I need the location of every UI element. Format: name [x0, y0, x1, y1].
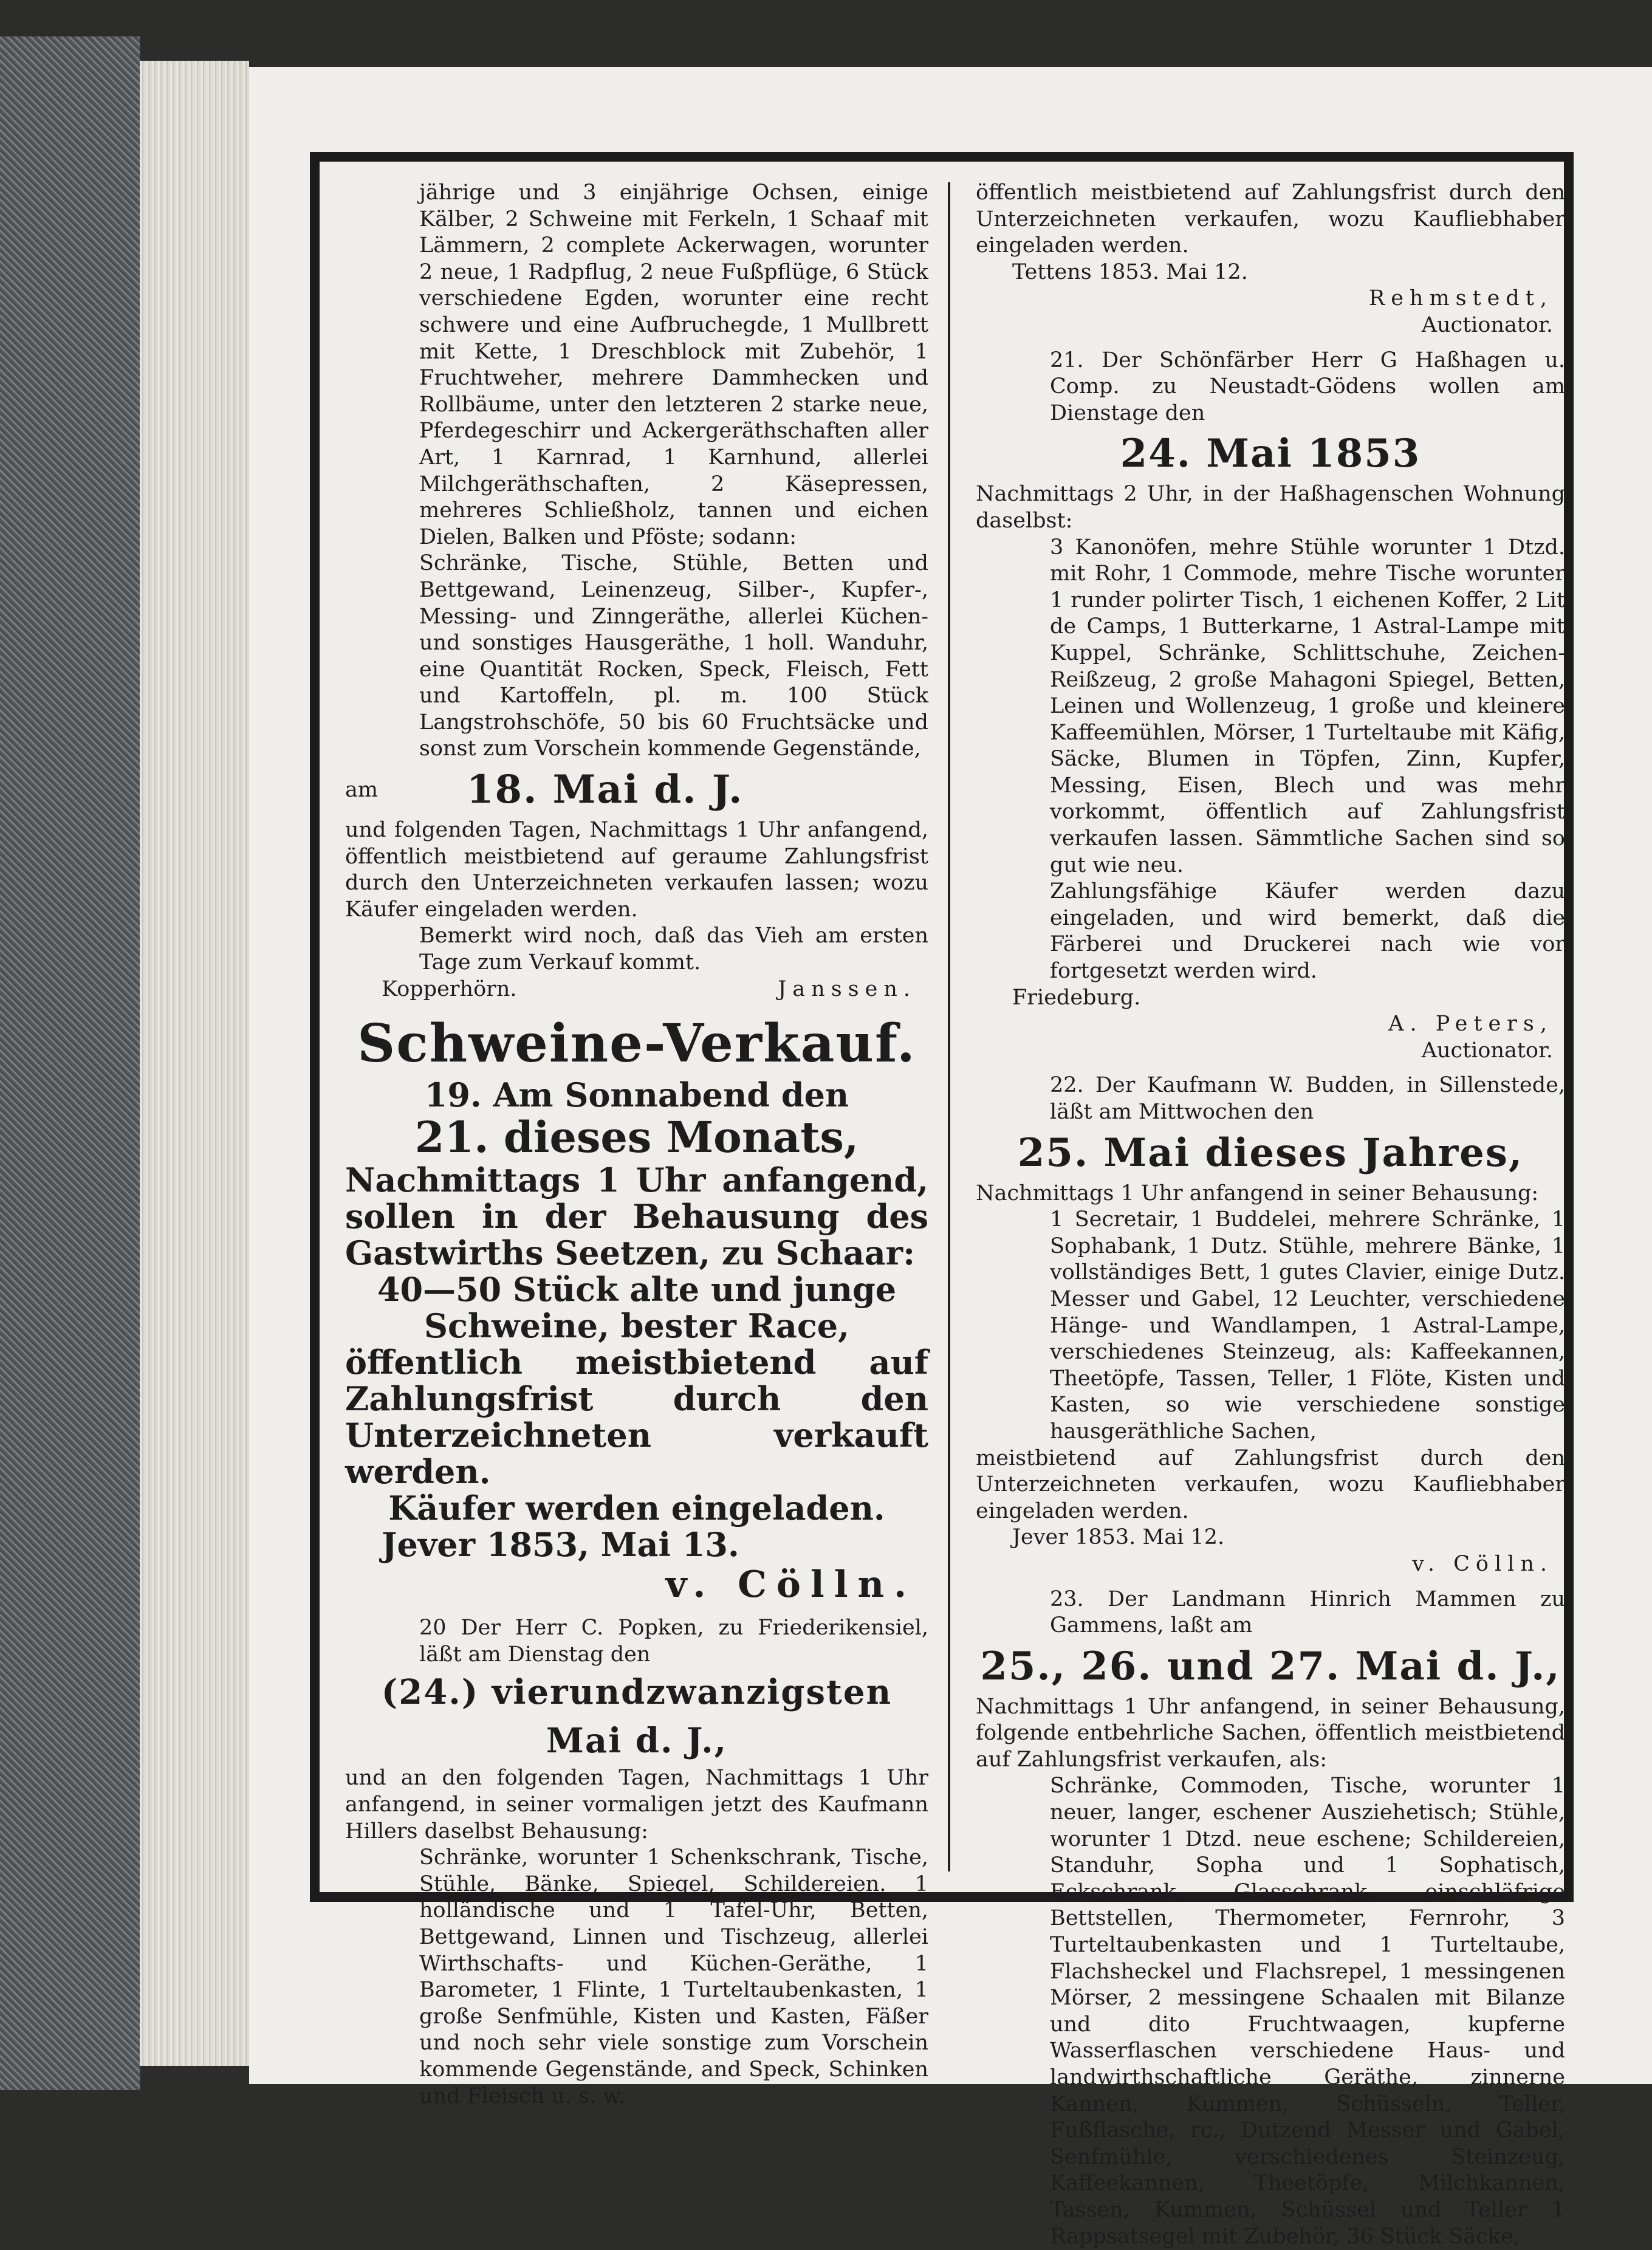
book-cover-edge: [0, 36, 141, 2090]
auction-date-row: [345, 763, 928, 817]
ad21-items: 3 Kanonöfen, mehre Stühle worunter 1 Dtzd. mit Rohr, 1 Commode, mehre Tische worunter 1 runder polirter Tisch, 1 eichenen Koffer, 2 Lit de Camps, 1 Butterkarne, 1 Astral-Lampe mit Kuppel, Schränke, Schlittschuhe, Zeichen-Reißzeug, 2 große Mahagoni Spiegel, Betten, Leinen und Wollenzeug, 1 große und kleinere Kaffeemühlen, Mörser, 1 Turteltaube mit Käfig, Säcke, Blumen in Töpfen, Zinn, Kupfer, Messing, Eisen, Blech und was mehr vorkommt, öffentlich auf Zahlungsfrist verkaufen lassen. Sämmtliche Sachen sind so gut wie neu.: [1050, 535, 1565, 877]
right-column: [976, 180, 1565, 2250]
ad21-text: Nachmittags 2 Uhr, in der Haßhagenschen Wohnung daselbst:: [976, 482, 1565, 533]
ad-continued-text: öffentlich meistbietend auf Zahlungsfrist durch den Unterzeichneten verkaufen, wozu Kaufliebhaber eingeladen werden.: [976, 180, 1565, 258]
ad21-role: Auctionator.: [1421, 1038, 1553, 1063]
ad22-items: 1 Secretair, 1 Buddelei, mehrere Schränke, 1 Sophabank, 1 Dutz. Stühle, mehrere Bänke, 1 vollständiges Bett, 1 gutes Clavier, einige Dutz. Messer und Gabel, 12 Leuchter, verschiedene Hänge- und Wandlampen, 1 Astral-Lampe, verschiedenes Steinzeug, als: Kaffeekannen, Theetöpfe, Tassen, Teller, 1 Flöte, Kisten und Kasten, so wie verschiedene sonstige hausgeräthliche Sachen,: [1050, 1207, 1565, 1444]
ad-livestock-list: jährige und 3 einjährige Ochsen, einige Kälber, 2 Schweine mit Ferkeln, 1 Schaaf mit Lämmern, 2 complete Ackerwagen, worunter 2 neue, 1 Radpflug, 2 neue Fußpflüge, 6 Stück verschiedene Egden, worunter eine recht schwere und eine Aufbruchegde, 1 Mullbrett mit Kette, 1 Dreschblock mit Zubehör, 1 Fruchtweher, mehrere Dammhecken und Rollbäume, unter den letzteren 2 starke neue, Pferdegeschirr und Ackergeräthschaften aller Art, 1 Karnrad, 1 Karnhund, allerlei Milchgeräthschaften, 2 Käsepressen, mehreres Schließholz, tannen und eichen Dielen, Balken und Pföste; sodann:: [419, 180, 928, 549]
signature: Janssen.: [778, 976, 916, 1001]
ad-household-list: Schränke, Tische, Stühle, Betten und Bettgewand, Leinenzeug, Silber-, Kupfer-, Messing- und Zinngeräthe, allerlei Küchen- und sonstiges Hausgeräthe, 1 holl. Wanduhr, eine Quantität Rocken, Speck, Fleisch, Fett und Kartoffeln, pl. m. 100 Stück Langstrohschöfe, 50 bis 60 Fruchtsäcke und sonst zum Vorschein kommende Gegenstände,: [419, 551, 928, 761]
ad-terms: und folgenden Tagen, Nachmittags 1 Uhr anfangend, öffentlich meistbietend auf geraume Zahlungsfrist durch den Unterzeichneten verkaufen lassen; wozu Käufer eingeladen werden.: [345, 818, 928, 922]
role-auctionator: Auctionator.: [1421, 312, 1553, 337]
ad21-signature: A. Peters,: [1388, 1012, 1553, 1037]
ad22-intro: 22. Der Kaufmann W. Budden, in Sillenstede, läßt am Mittwochen den: [1050, 1073, 1565, 1124]
am-label: am: [345, 778, 379, 803]
ad-note: Bemerkt wird noch, daß das Vieh am ersten Tage zum Verkauf kommt.: [419, 924, 928, 975]
ad21-text-2: Zahlungsfähige Käufer werden dazu eingeladen, und wird bemerkt, daß die Färberei und Druckerei nach wie vor fortgesetzt werden wird.: [1050, 879, 1565, 984]
ad22-place: Jever 1853. Mai 12.: [1012, 1525, 1225, 1550]
ad23-date: 25., 26. und 27. Mai d. J.,: [980, 1643, 1561, 1689]
ad19-invite: Käufer werden eingeladen.: [388, 1489, 885, 1528]
ad22-text-2: meistbietend auf Zahlungsfrist durch den Unterzeichneten verkaufen, wozu Kaufliebhaber eingeladen werden.: [976, 1446, 1565, 1523]
ad-title-pig-sale: Schweine-Verkauf.: [357, 1013, 916, 1075]
ad23-text: Nachmittags 1 Uhr anfangend, in seiner Behausung, folgende entbehrliche Sachen, öffentlich meistbietend auf Zahlungsfrist verkaufen, als:: [976, 1694, 1565, 1772]
ad20-items: Schränke, worunter 1 Schenkschrank, Tische, Stühle, Bänke, Spiegel, Schildereien. 1 holländische und 1 Tafel-Uhr, Betten, Bettgewand, Linnen und Tischzeug, allerlei Wirthschafts- und Küchen-Geräthe, 1 Barometer, 1 Flinte, 1 Turteltaubenkasten, 1 große Senfmühle, Kisten und Kasten, Fäßer und noch sehr viele sonstige zum Vorschein kommende Gegenstände, and Speck, Schinken und Fleisch u. s. w.: [419, 1845, 928, 2108]
ad19-text: Nachmittags 1 Uhr anfangend, sollen in der Behausung des Gastwirths Seetzen, zu Schaar:: [345, 1161, 928, 1273]
ad23-intro: 23. Der Landmann Hinrich Mammen zu Gammens, laßt am: [1050, 1586, 1565, 1638]
ad19-line: 19. Am Sonnabend den: [424, 1075, 849, 1115]
place-tettens: Tettens 1853. Mai 12.: [1012, 259, 1248, 284]
ad19-item-1: 40—50 Stück alte und junge: [377, 1270, 897, 1309]
column-divider: [948, 182, 950, 1871]
ad21-intro: 21. Der Schönfärber Herr G Haßhagen u. Comp. zu Neustadt-Gödens wollen am Dienstage den: [1050, 348, 1565, 425]
left-column: [345, 180, 928, 2110]
ad23-items: Schränke, Commoden, Tische, worunter 1 neuer, langer, eschener Ausziehetisch; Stühle, worunter 1 Dtzd. neue eschene; Schildereien, Standuhr, Sopha und 1 Sophatisch, Eckschrank, Glasschrank, einschläfrige Bettstellen, Thermometer, Fernrohr, 3 Turteltaubenkasten und 1 Turteltaube, Flachsheckel und Flachsrepel, 1 messingenen Mörser, 2 messingene Schaalen mit Bilanze und dito Fruchtwaagen, kupferne Wasserflaschen verschiedene Haus- und landwirthschaftliche Geräthe, zinnerne Kannen, Kummen, Schüsseln, Teller, Fußflasche, rc., Dutzend Messer und Gabel, Senfmühle, verschiedenes Steinzeug, Kaffeekannen, Theetöpfe, Milchkannen, Tassen, Kummen, Schüssel und Teller 1 Rappsatsegel mit Zubehör, 36 Stück Säcke,: [1050, 1774, 1565, 2249]
ad21-date: 24. Mai 1853: [1120, 431, 1421, 477]
ad22-signature: v. Cölln.: [1412, 1551, 1553, 1576]
auction-date-heading: 18. Mai d. J.: [467, 767, 744, 813]
ad19-item-2: Schweine, bester Race,: [424, 1306, 849, 1346]
ad19-date: 21. dieses Monats,: [414, 1112, 859, 1163]
ad20-text: und an den folgenden Tagen, Nachmittags 1 Uhr anfangend, in seiner vormaligen jetzt des Kaufmann Hillers daselbst Behausung:: [345, 1766, 928, 1844]
signature-rehmstedt: Rehmstedt,: [1368, 286, 1553, 311]
ad20-date: (24.) vierundzwanzigsten Mai d. J.,: [381, 1672, 893, 1761]
ad22-date: 25. Mai dieses Jahres,: [1017, 1130, 1524, 1176]
ad19-signature: v. Cölln.: [665, 1563, 916, 1607]
ad22-text: Nachmittags 1 Uhr anfangend in seiner Behausung:: [976, 1181, 1539, 1206]
ad21-place: Friedeburg.: [1012, 985, 1141, 1010]
ad19-place: Jever 1853, Mai 13.: [382, 1525, 739, 1565]
ad19-text-2: öffentlich meistbietend auf Zahlungsfrist durch den Unterzeichneten verkauft werden.: [345, 1343, 928, 1492]
page-edges: [140, 61, 249, 2066]
signature-row: [345, 976, 928, 1003]
ad20-intro: 20 Der Herr C. Popken, zu Friederikensiel, läßt am Dienstag den: [419, 1616, 928, 1667]
place-label: Kopperhörn.: [382, 976, 517, 1001]
